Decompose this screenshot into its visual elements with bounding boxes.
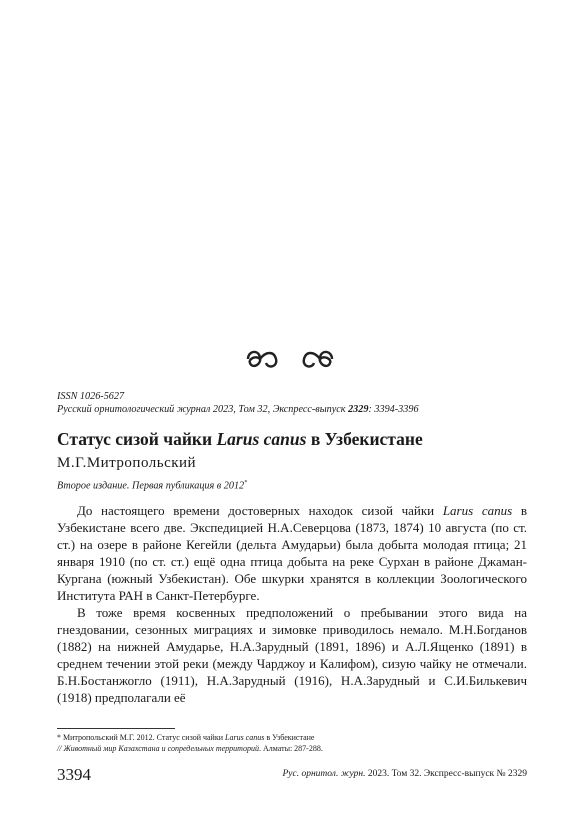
journal-citation: Русский орнитологический журнал 2023, Том 32, Экспресс-выпуск 2329: 3394-3396	[57, 403, 419, 415]
edition-note: Второе издание. Первая публикация в 2012*	[57, 480, 248, 492]
issue-number: 2329	[348, 403, 369, 415]
article-body	[57, 502, 527, 706]
ornament-right-icon	[300, 342, 336, 371]
paragraph-2: В тоже время косвенных предположений о пребывании этого вида на гнездовании, сезонных миграциях и зимовке приводилось немало. М.Н.Богданов (1882) на нижней Амударье, Н.А.Зарудный (1891, 1896) и А.Л.Ященко (1891) в среднем течении этой реки (между Чарджоу и Калифом), сизую чайку не отмечали. Б.Н.Бостанжогло (1911), Н.А.Зарудный (1916), Н.А.Зарудный и С.И.Билькевич (1918) предполагали её	[57, 605, 527, 705]
footnote-divider	[57, 728, 175, 729]
journal-meta	[57, 391, 537, 416]
author: М.Г.Митропольский	[57, 455, 197, 471]
paragraph-1: До настоящего времени достоверных находок сизой чайки Larus canus в Узбекистане всего две. Экспедицией Н.А.Северцова (1873, 1874) 10 августа (по ст. ст.) на озере в районе Кегейли (дельта Амударьи) была добыта молодая птица; 21 января 1910 (по ст. ст.) ещё одна птица добыта на реке Сурхан в районе Джаман-Кургана (южный Узбекистан). Обе шкурки хранятся в коллекции Зоологического Института РАН в Санкт-Петербурге.	[57, 503, 528, 603]
article-title: Статус сизой чайки Larus canus в Узбекистане	[57, 429, 423, 449]
page-number: 3394	[57, 765, 91, 784]
footnote-2: // Животный мир Казахстана и сопредельных территорий. Алматы: 287-288.	[57, 744, 323, 753]
footnote-1: * Митропольский М.Г. 2012. Статус сизой чайки Larus canus в Узбекистане	[57, 733, 315, 742]
issn: ISSN 1026-5627	[57, 391, 125, 402]
ornament-left-icon	[244, 342, 301, 371]
species-name: Larus canus	[442, 503, 513, 518]
footnote-mark: *	[244, 480, 248, 486]
running-footer: Рус. орнитол. журн. 2023. Том 32. Экспресс-выпуск № 2329	[282, 769, 527, 779]
footnotes	[57, 732, 537, 754]
species-name: Larus canus	[216, 429, 307, 449]
ornament	[0, 342, 580, 372]
